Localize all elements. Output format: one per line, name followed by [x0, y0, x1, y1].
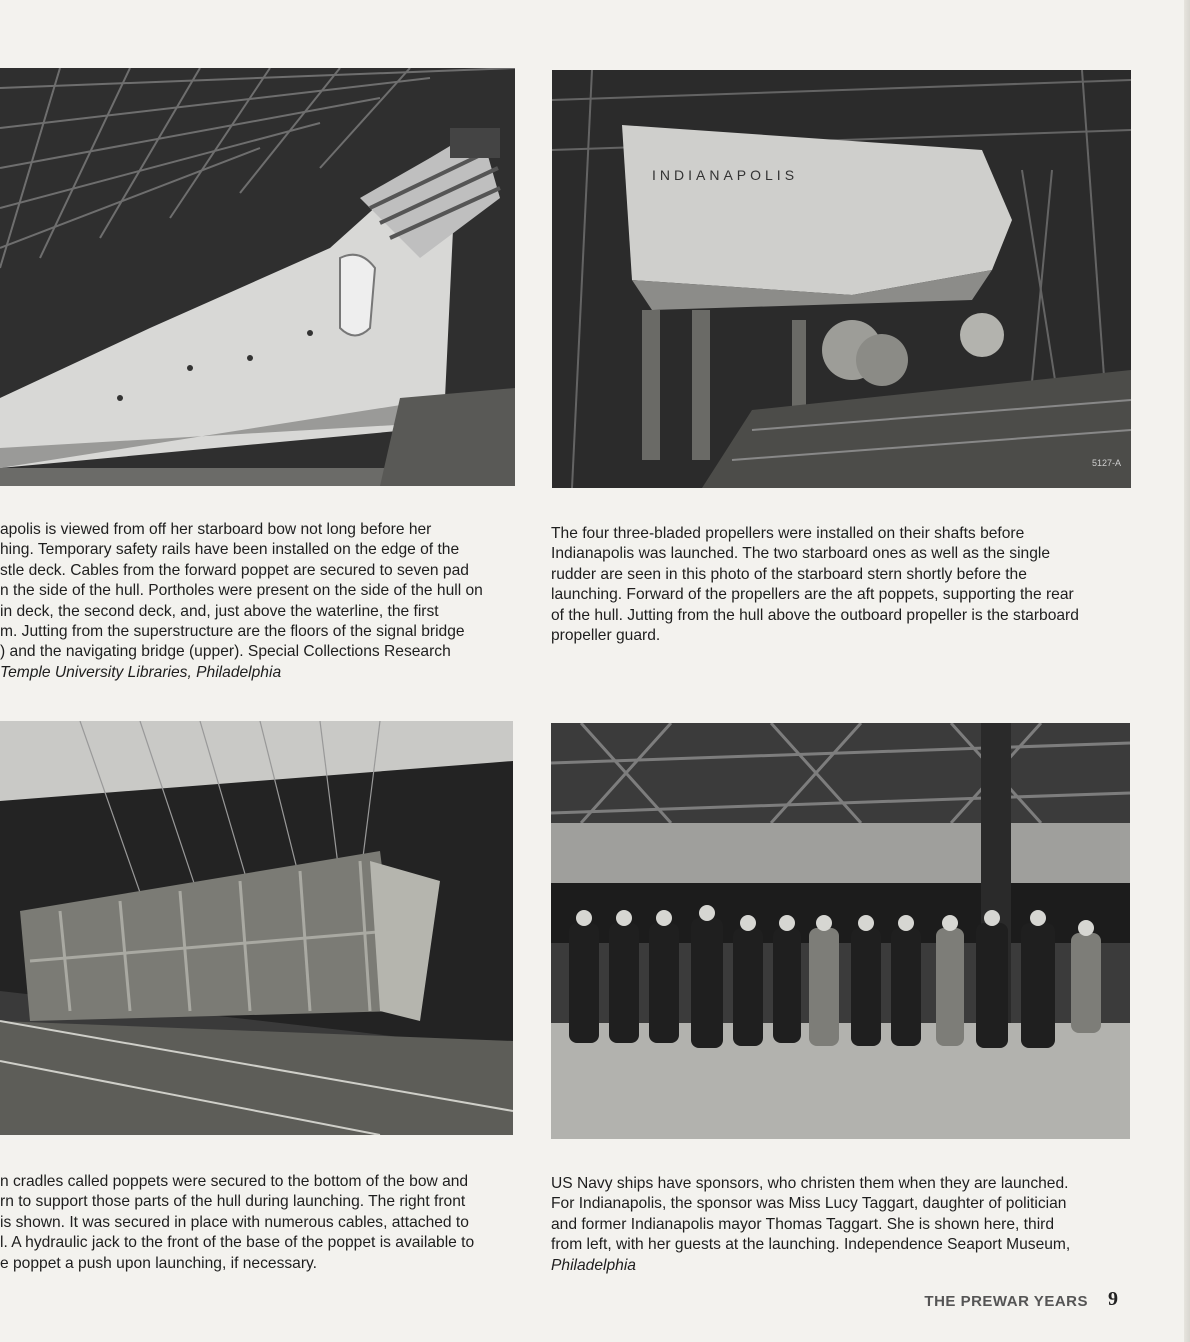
caption-line: m. Jutting from the superstructure are the floors of the signal bridge: [0, 623, 465, 641]
caption-line: stle deck. Cables from the forward poppet are secured to seven pad: [0, 561, 469, 579]
caption-poppet: [0, 1172, 515, 1274]
caption-line: rudder are seen in this photo of the starboard stern shortly before the: [551, 565, 1027, 583]
caption-line: Philadelphia: [551, 1256, 636, 1274]
caption-line: propeller guard.: [551, 627, 661, 645]
running-footer: [924, 1293, 1088, 1310]
caption-line: is shown. It was secured in place with numerous cables, attached to: [0, 1213, 469, 1231]
caption-line: The four three-bladed propellers were installed on their shafts before: [551, 525, 1025, 542]
plate-number: 5127-A: [1092, 458, 1122, 468]
caption-line: e poppet a push upon launching, if necessary.: [0, 1254, 318, 1272]
caption-line: launching. Forward of the propellers are the aft poppets, supporting the rear: [551, 586, 1074, 604]
section-title: THE PREWAR YEARS: [924, 1293, 1088, 1310]
caption-bow: [0, 520, 515, 683]
caption-line: Indianapolis was launched. The two starboard ones as well as the single: [551, 545, 1051, 563]
caption-line: l. A hydraulic jack to the front of the base of the poppet is available to: [0, 1234, 475, 1252]
caption-line: hing. Temporary safety rails have been installed on the edge of the: [0, 541, 460, 559]
caption-line: n cradles called poppets were secured to the bottom of the bow and: [0, 1173, 469, 1190]
photo-poppet: [0, 721, 513, 1135]
page-number: 9: [1108, 1288, 1118, 1310]
caption-line: Temple University Libraries, Philadelphia: [0, 663, 282, 681]
caption-line: apolis is viewed from off her starboard bow not long before her: [0, 521, 432, 538]
caption-sponsors: [551, 1174, 1136, 1276]
caption-line: from left, with her guests at the launching. Independence Seaport Museum,: [551, 1236, 1071, 1254]
photo-bow: [0, 68, 515, 486]
caption-line: For Indianapolis, the sponsor was Miss Lucy Taggart, daughter of politician: [551, 1195, 1067, 1213]
caption-line: n the side of the hull. Portholes were present on the side of the hull on: [0, 582, 483, 600]
page-edge: [1184, 0, 1190, 1342]
hull-lettering: INDIANAPOLIS: [652, 167, 799, 183]
caption-line: and former Indianapolis mayor Thomas Taggart. She is shown here, third: [551, 1215, 1055, 1233]
photo-sponsors: [551, 723, 1130, 1139]
caption-line: US Navy ships have sponsors, who christen them when they are launched.: [551, 1175, 1069, 1192]
caption-line: rn to support those parts of the hull during launching. The right front: [0, 1193, 466, 1211]
caption-line: ) and the navigating bridge (upper). Special Collections Research: [0, 643, 451, 661]
caption-line: of the hull. Jutting from the hull above the outboard propeller is the starboard: [551, 606, 1079, 624]
caption-line: in deck, the second deck, and, just above the waterline, the first: [0, 602, 439, 620]
caption-stern: [551, 524, 1136, 646]
photo-stern: [552, 70, 1131, 488]
